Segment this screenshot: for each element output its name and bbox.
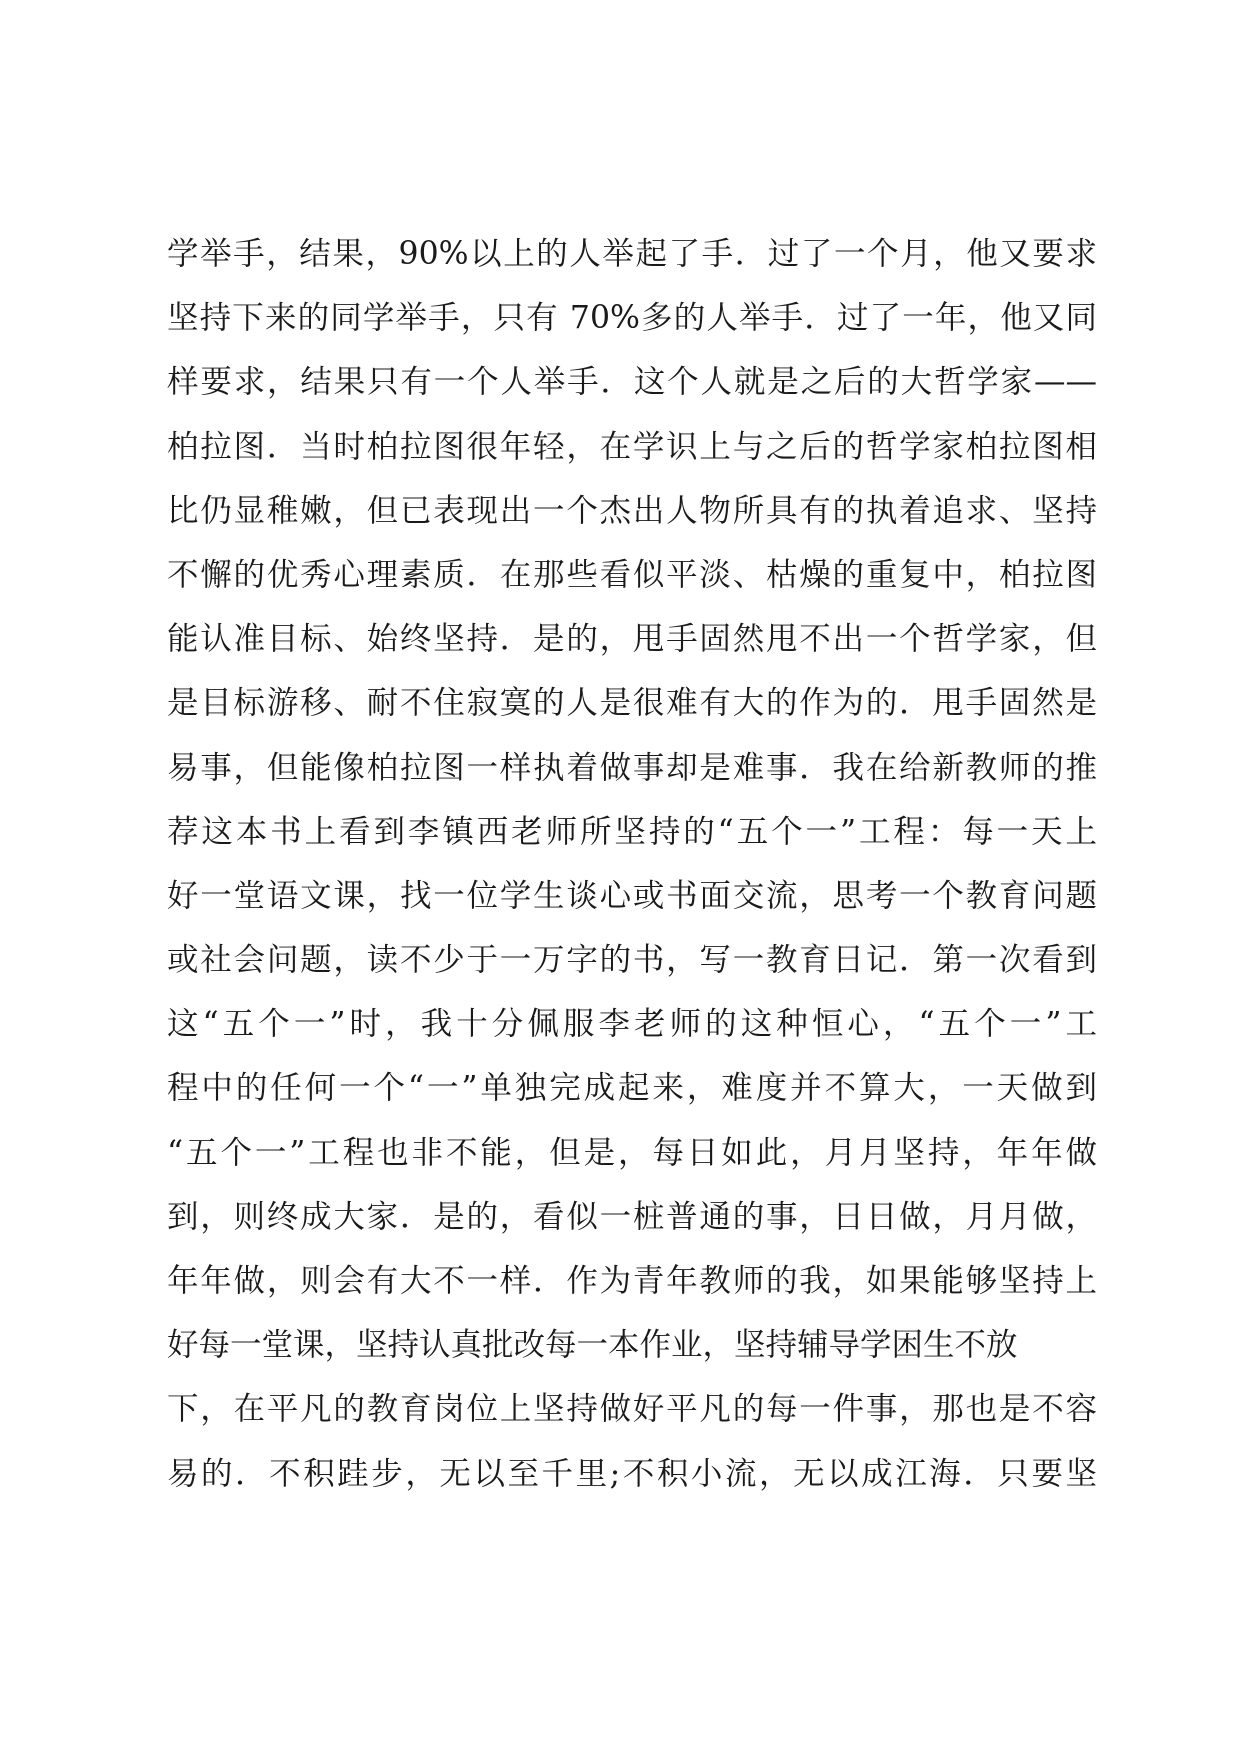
text-line: “五个一”工程也非不能，但是，每日如此，月月坚持，年年做 — [167, 1134, 1097, 1171]
text-line: 下，在平凡的教育岗位上坚持做好平凡的每一件事，那也是不容 — [167, 1391, 1097, 1428]
text-line: 学举手，结果，90%以上的人举起了手．过了一个月，他又要求 — [167, 236, 1097, 272]
text-line: 或社会问题，读不少于一万字的书，写一教育日记．第一次看到 — [167, 942, 1097, 979]
text-line: 样要求，结果只有一个人举手．这个人就是之后的大哲学家—— — [167, 364, 1097, 401]
body-text — [167, 222, 1097, 1506]
text-line: 比仍显稚嫩，但已表现出一个杰出人物所具有的执着追求、坚持 — [167, 492, 1097, 529]
text-line: 年年做，则会有大不一样．作为青年教师的我，如果能够坚持上 — [167, 1263, 1097, 1299]
text-line: 坚持下来的同学举手，只有 70%多的人举手．过了一年，他又同 — [167, 300, 1097, 337]
text-line: 荐这本书上看到李镇西老师所坚持的“五个一”工程：每一天上 — [167, 813, 1097, 850]
text-line: 不懈的优秀心理素质．在那些看似平淡、枯燥的重复中，柏拉图 — [167, 556, 1097, 593]
text-line: 能认准目标、始终坚持．是的，甩手固然甩不出一个哲学家，但 — [167, 621, 1097, 658]
text-line: 程中的任何一个“一”单独完成起来，难度并不算大，一天做到 — [167, 1070, 1097, 1107]
text-line: 易事，但能像柏拉图一样执着做事却是难事．我在给新教师的推 — [167, 749, 1097, 786]
text-line: 好每一堂课，坚持认真批改每一本作业，坚持辅导学困生不放 — [167, 1327, 1018, 1364]
text-line: 是目标游移、耐不住寂寞的人是很难有大的作为的．甩手固然是 — [167, 685, 1097, 722]
text-line: 到，则终成大家．是的，看似一桩普通的事，日日做，月月做， — [167, 1198, 1097, 1235]
text-line: 这“五个一”时，我十分佩服李老师的这种恒心，“五个一”工 — [167, 1006, 1097, 1043]
text-line: 好一堂语文课，找一位学生谈心或书面交流，思考一个教育问题 — [167, 877, 1097, 914]
text-line: 柏拉图．当时柏拉图很年轻，在学识上与之后的哲学家柏拉图相 — [167, 428, 1097, 465]
text-line: 易的．不积跬步，无以至千里;不积小流，无以成江海．只要坚 — [167, 1455, 1097, 1492]
